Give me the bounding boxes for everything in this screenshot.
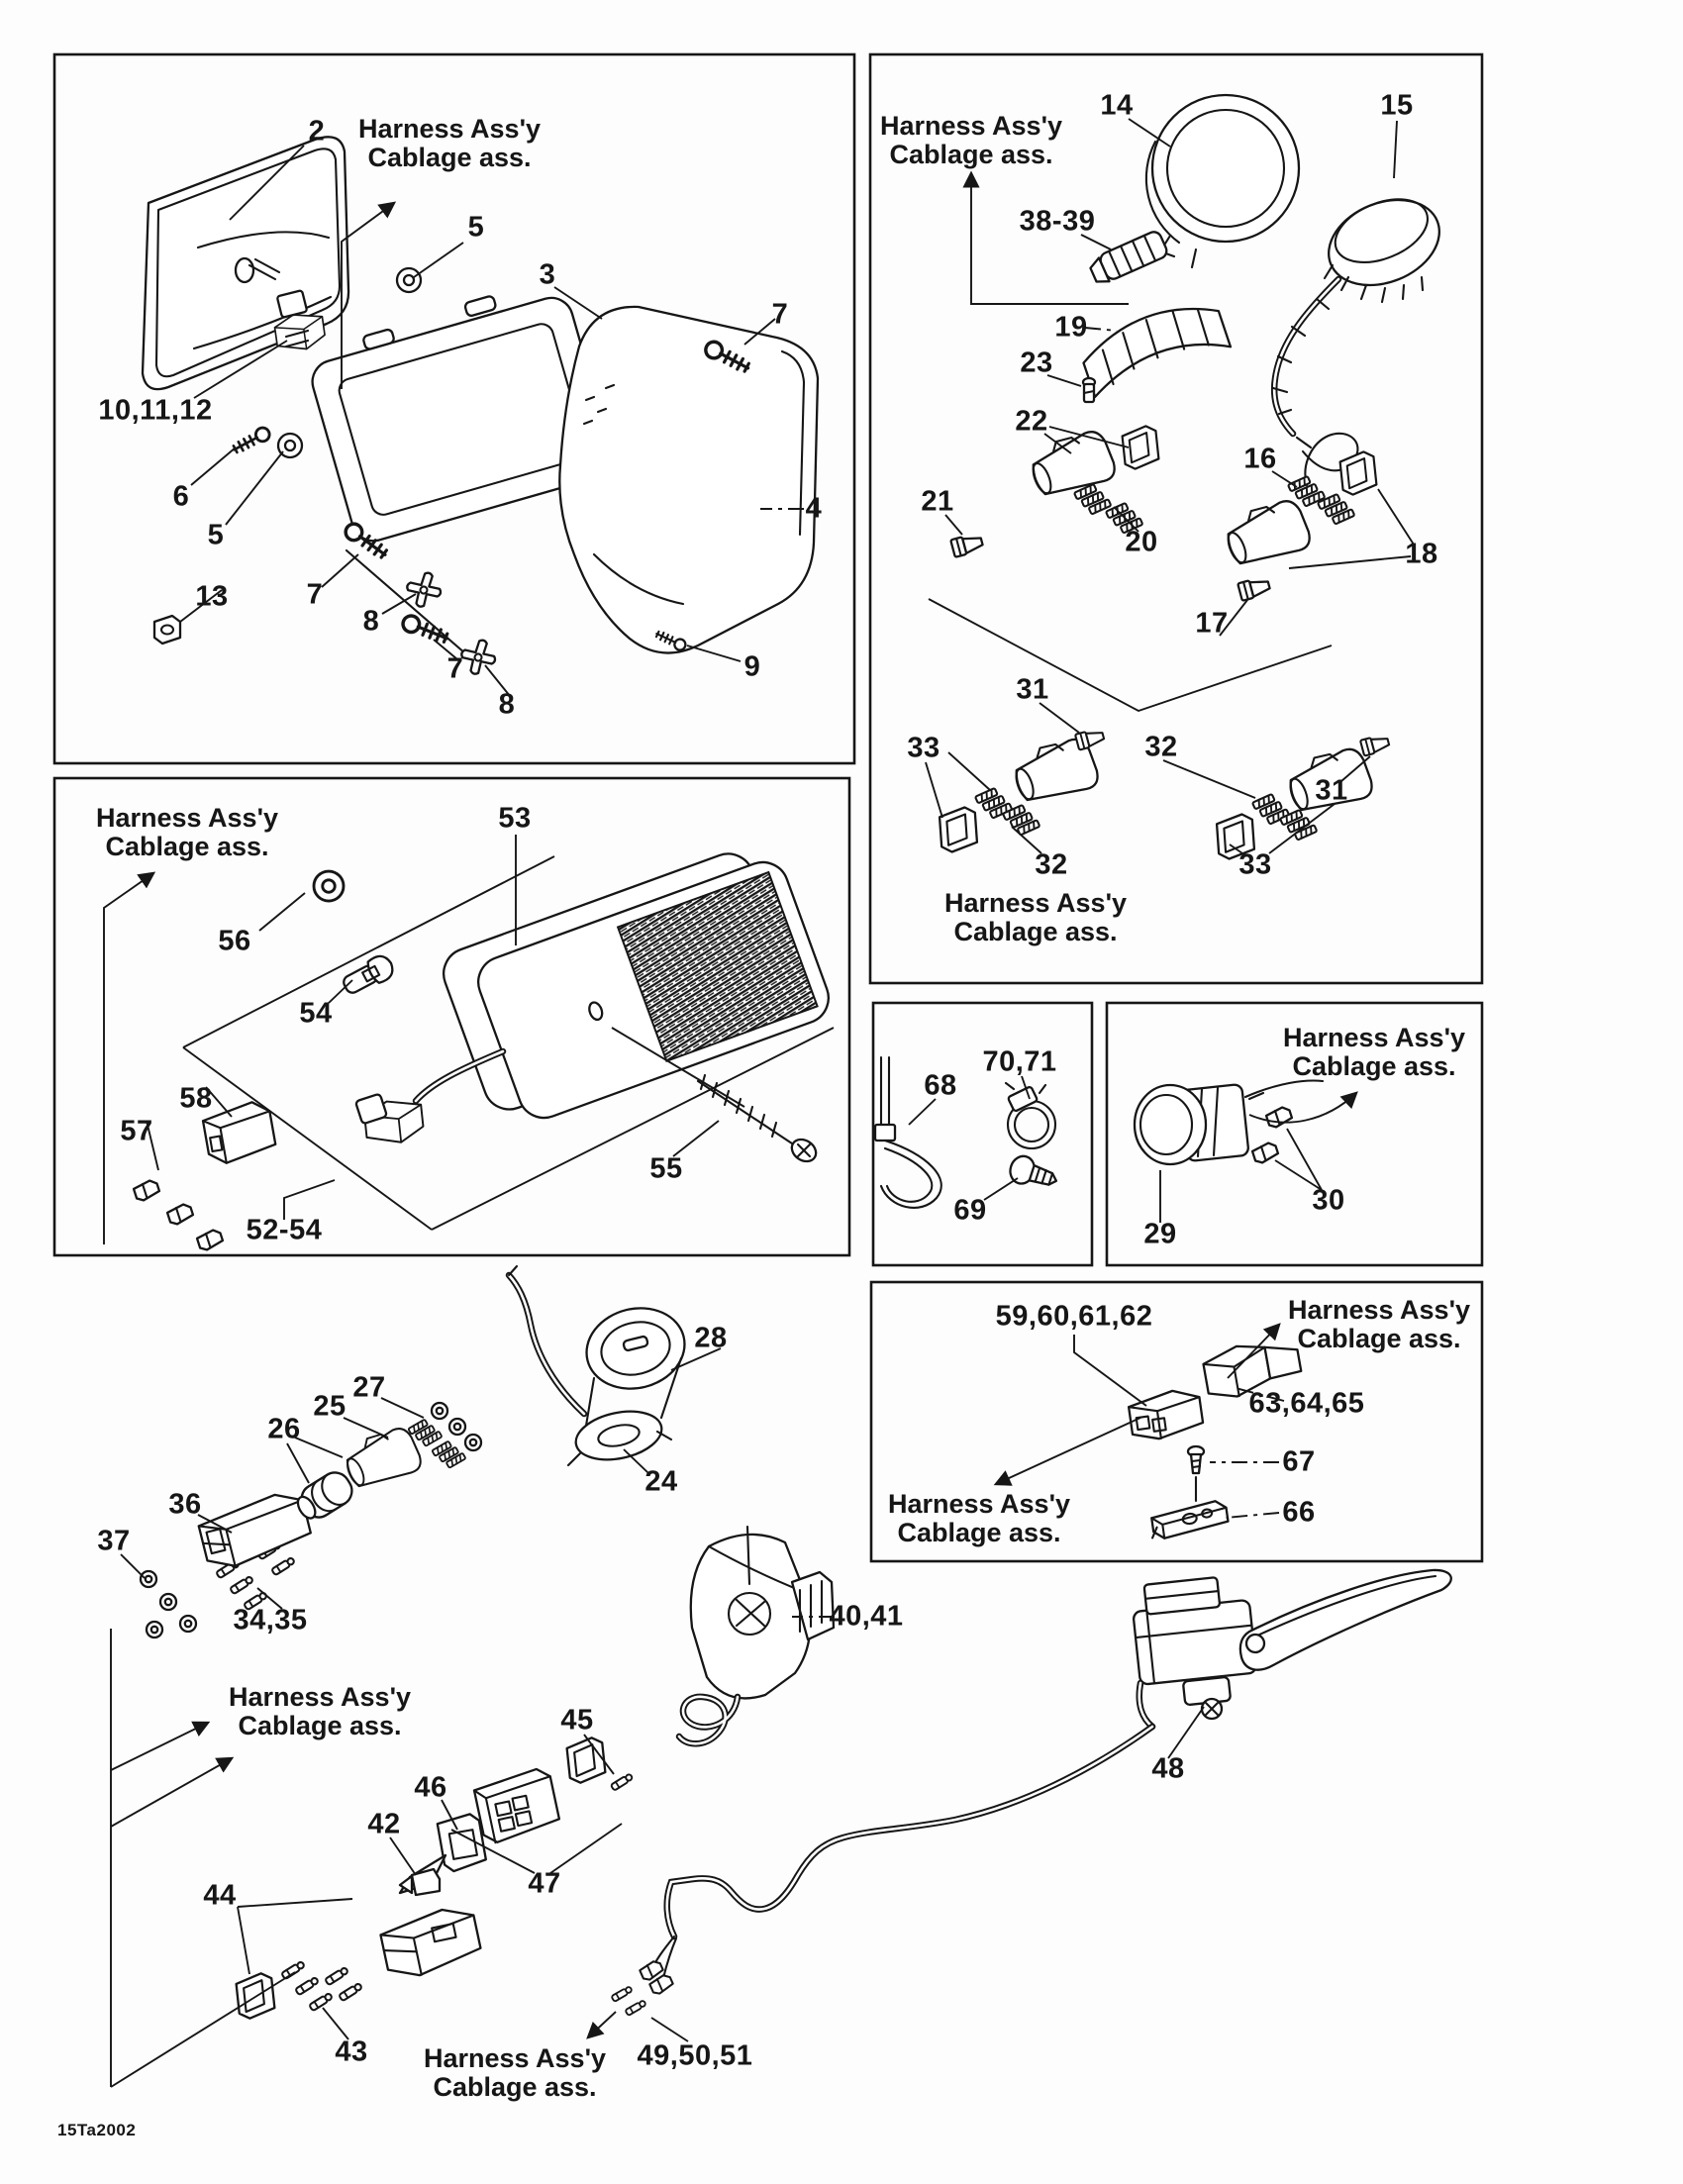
callout-15: 15 [1380,89,1414,122]
harness-line2: Cablage ass. [1292,1051,1456,1081]
callout-31a: 31 [1016,673,1049,706]
callout-19: 19 [1054,311,1088,344]
callout-31b: 31 [1315,774,1348,807]
harness-label-connector-top [1288,1296,1470,1353]
callout-55: 55 [649,1152,683,1185]
callout-5a: 5 [467,211,485,244]
callout-2: 2 [308,115,326,148]
harness-label-gauges-bottom [944,889,1127,946]
connector-38-39 [1087,230,1169,286]
callout-59-60-61-62: 59,60,61,62 [995,1300,1153,1333]
callout-56: 56 [218,925,251,957]
bezel-19 [1076,298,1235,397]
fastener-sketch [875,1057,1060,1208]
callout-36: 36 [168,1488,202,1521]
callout-45: 45 [560,1704,594,1737]
harness-label-resistor [96,804,278,861]
harness-label-lamp-socket [1283,1024,1465,1081]
harness-line1: Harness Ass'y [879,110,1063,141]
callout-20: 20 [1125,526,1158,558]
callout-14: 14 [1100,89,1134,122]
harness-label-gauges-top [880,112,1062,169]
nut-56 [314,871,344,901]
callout-28: 28 [694,1322,728,1354]
cover-33a [940,807,978,852]
clip-17 [1238,576,1271,601]
harness-line2: Cablage ass. [105,832,269,861]
relay-58 [201,1100,277,1166]
resistor-assembly-sketch [104,835,836,1251]
callout-7c: 7 [446,652,464,685]
callout-26: 26 [267,1413,301,1445]
callout-23: 23 [1020,347,1053,379]
screw-23 [1083,378,1095,402]
brake-lever [1131,1570,1451,1727]
callout-24: 24 [644,1465,678,1498]
terminal-57a [133,1179,160,1203]
callout-40-41: 40,41 [829,1600,904,1633]
harness-line1: Harness Ass'y [943,887,1128,918]
terminal-57b [166,1203,194,1227]
harness-line1: Harness Ass'y [423,2042,607,2073]
callout-16: 16 [1243,443,1277,475]
grommet-5a [397,268,421,292]
callout-8a: 8 [362,605,380,638]
callout-22: 22 [1015,405,1048,438]
screw-55 [698,1075,820,1166]
callout-54: 54 [299,997,333,1030]
callout-69: 69 [953,1194,987,1227]
cover-18 [1339,450,1377,495]
grommet-13 [154,616,180,644]
callout-8b: 8 [498,688,516,721]
callout-4: 4 [805,492,823,525]
handlebar-switch [679,1527,834,1743]
callout-53: 53 [498,802,532,835]
document-code: 15Ta2002 [57,2121,137,2139]
callout-18: 18 [1405,538,1438,570]
clip-31b [1360,734,1390,756]
callout-44: 44 [203,1879,237,1912]
callout-10-11-12: 10,11,12 [98,394,213,427]
callout-32a: 32 [1035,848,1068,881]
callout-33b: 33 [1238,848,1272,881]
lower-cable [611,1727,1152,2016]
screw-6 [231,426,271,456]
callout-7b: 7 [306,578,324,611]
harness-line2: Cablage ass. [433,2072,597,2102]
harness-line2: Cablage ass. [238,1711,402,1740]
harness-line1: Harness Ass'y [95,802,279,833]
callout-49-50-51: 49,50,51 [637,2039,753,2072]
harness-label-headlight [358,115,541,172]
callout-58: 58 [179,1082,213,1115]
callout-47: 47 [528,1867,561,1900]
callout-38-39: 38-39 [1019,205,1096,238]
speedometer [1146,95,1299,267]
callout-7a: 7 [771,298,789,331]
connector-18 [1220,494,1314,574]
callout-5b: 5 [207,519,225,551]
harness-label-connector-bottom [888,1490,1070,1547]
callout-34-35: 34,35 [233,1604,308,1637]
callout-33a: 33 [907,732,940,764]
callout-52-54: 52-54 [246,1214,323,1246]
harness-line2: Cablage ass. [897,1518,1061,1547]
terminal-57c [196,1229,224,1252]
callout-9: 9 [743,650,761,683]
resistor-53 [437,837,836,1136]
callout-57: 57 [120,1115,153,1147]
callout-27: 27 [352,1371,386,1404]
harness-line2: Cablage ass. [367,143,532,172]
callout-25: 25 [313,1390,346,1423]
callout-21: 21 [921,485,954,518]
harness-line2: Cablage ass. [1297,1324,1461,1353]
callout-32b: 32 [1144,731,1178,763]
socket-29 [1135,1084,1263,1164]
gauge-assembly-sketch [926,95,1452,859]
callout-63-64-65: 63,64,65 [1248,1387,1365,1420]
callout-29: 29 [1143,1218,1177,1250]
harness-line2: Cablage ass. [889,140,1053,169]
harness-line2: Cablage ass. [953,917,1118,946]
callout-13: 13 [195,580,229,613]
callout-46: 46 [414,1771,447,1804]
ignition-switch [509,1266,693,1467]
harness-line1: Harness Ass'y [357,113,542,144]
harness-label-main-bottom [424,2044,606,2102]
harness-line1: Harness Ass'y [1287,1294,1471,1325]
callout-17: 17 [1195,607,1229,640]
harness-line1: Harness Ass'y [887,1488,1071,1519]
callout-30: 30 [1312,1184,1345,1217]
callout-37: 37 [97,1525,131,1557]
headlight-cover [559,307,818,653]
harness-label-main-left [229,1683,411,1740]
clip-31a [1075,728,1105,750]
callout-67: 67 [1282,1445,1316,1478]
screw-67 [1188,1446,1204,1501]
harness-line1: Harness Ass'y [1282,1022,1466,1052]
headlight-lens [143,137,348,389]
pin-45 [611,1773,634,1791]
callout-43: 43 [335,2035,368,2068]
clip-21 [950,533,984,557]
callout-48: 48 [1151,1752,1185,1785]
callout-68: 68 [924,1069,957,1102]
fuel-sender-15 [1273,184,1452,485]
connector-59-62 [1128,1387,1205,1442]
harness-line1: Harness Ass'y [228,1681,412,1712]
callout-42: 42 [367,1808,401,1840]
callout-70-71: 70,71 [982,1045,1057,1078]
rivet-69 [1007,1153,1060,1194]
callout-66: 66 [1282,1496,1316,1529]
callout-3: 3 [539,258,556,291]
holder-54 [340,951,397,998]
callout-6: 6 [172,480,190,513]
bracket-66 [1148,1500,1229,1540]
clamp-70-71 [1006,1083,1055,1148]
